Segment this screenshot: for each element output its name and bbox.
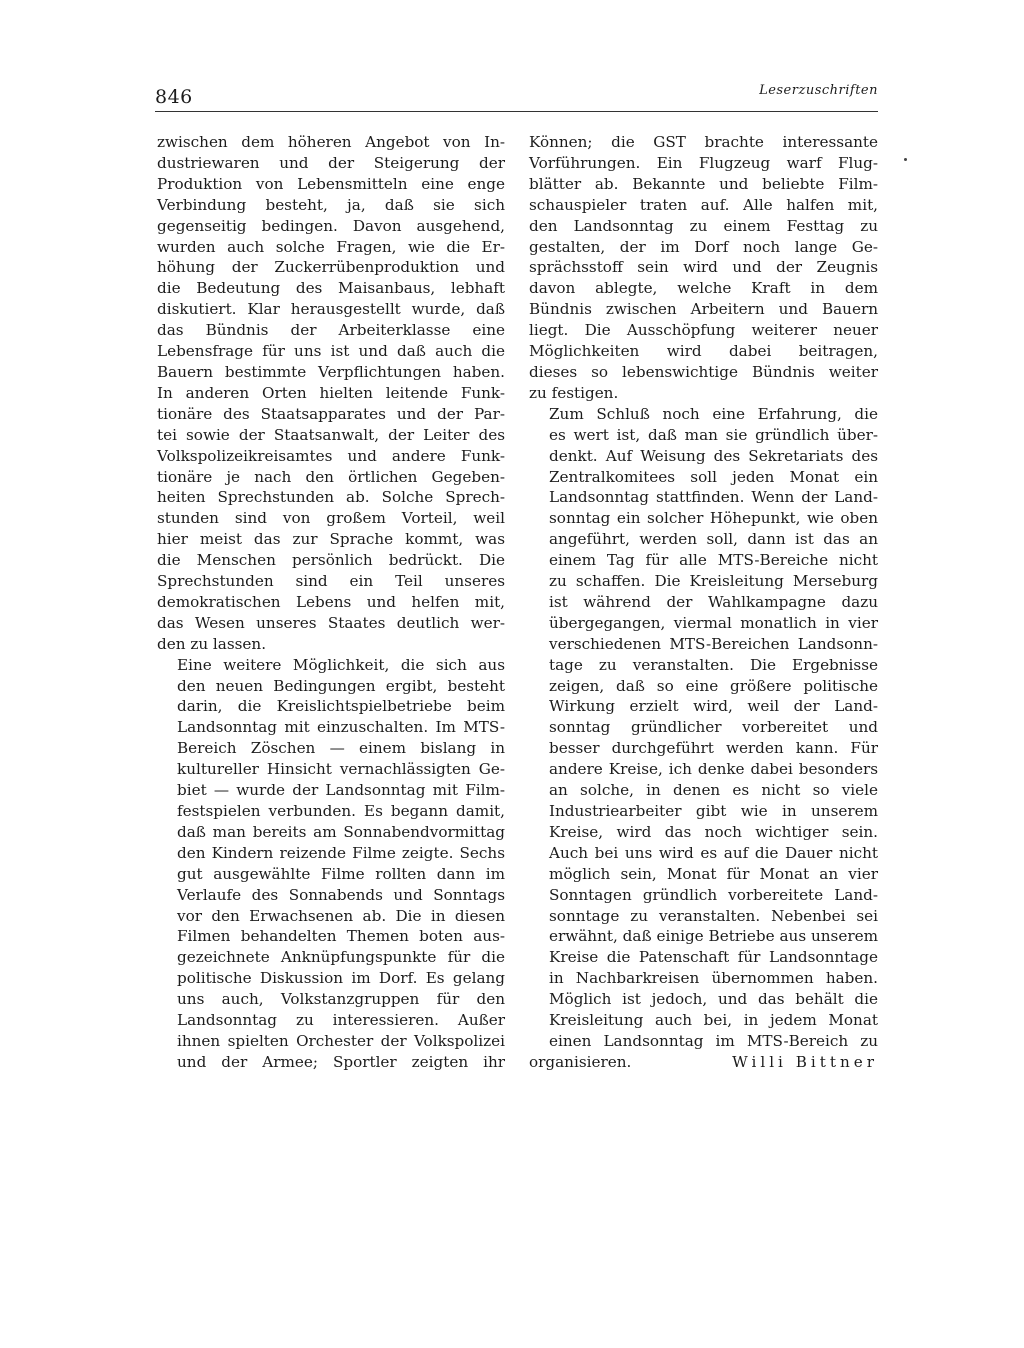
- text-line: Kreise, wird das noch wichtiger sein.: [549, 822, 878, 841]
- text-line: Verlaufe des Sonnabends und Sonntags: [177, 885, 505, 904]
- text-line: gezeichnete Anknüpfungspunkte für die: [177, 948, 505, 967]
- text-line: biet — wurde der Landsonntag mit Film-: [177, 781, 505, 800]
- text-line: demokratischen Lebens und helfen mit,: [157, 592, 505, 611]
- text-line: daß man bereits am Sonnabendvormittag: [177, 822, 505, 841]
- text-line: Vorführungen. Ein Flugzeug warf Flug-: [529, 153, 878, 172]
- text-line: Möglichkeiten wird dabei beitragen,: [529, 342, 878, 361]
- paragraph: [157, 655, 505, 1073]
- text-line: zeigen, daß so eine größere politische: [549, 676, 878, 695]
- text-line: einen Landsonntag im MTS-Bereich zu: [549, 1031, 878, 1050]
- text-line: heiten Sprechstunden ab. Solche Sprech-: [157, 488, 505, 507]
- text-line: Bereich Zöschen — einem bislang in: [177, 739, 505, 758]
- text-line: und der Armee; Sportler zeigten ihr: [177, 1052, 505, 1071]
- text-line: in Nachbarkreisen übernommen haben.: [549, 969, 878, 988]
- text-line: Produktion von Lebensmitteln eine enge: [157, 174, 505, 193]
- text-line: dustriewaren und der Steigerung der: [157, 153, 505, 172]
- text-line: politische Diskussion im Dorf. Es gelang: [177, 969, 505, 988]
- text-line: schauspieler traten auf. Alle halfen mit,: [529, 195, 878, 214]
- text-line: höhung der Zuckerrübenproduktion und: [157, 258, 505, 277]
- text-line: gegenseitig bedingen. Davon ausgehend,: [157, 216, 505, 235]
- text-line: blätter ab. Bekannte und beliebte Film-: [529, 174, 878, 193]
- text-line: Industriearbeiter gibt wie in unserem: [549, 802, 878, 820]
- text-line: festspielen verbunden. Es begann damit,: [177, 802, 505, 820]
- text-line: den Kindern reizende Filme zeigte. Sechs: [177, 843, 505, 862]
- text-line: den Landsonntag zu einem Festtag zu: [529, 216, 878, 235]
- text-line: angeführt, werden soll, dann ist das an: [549, 530, 878, 549]
- text-line: uns auch, Volkstanzgruppen für den: [177, 990, 505, 1009]
- text-line: zu schaffen. Die Kreisleitung Merseburg: [549, 572, 878, 591]
- text-line: tei sowie der Staatsanwalt, der Leiter des: [157, 425, 505, 444]
- text-line: kultureller Hinsicht vernachlässigten Ge-: [177, 760, 505, 779]
- header-rule: [155, 111, 878, 112]
- text-line: einem Tag für alle MTS-Bereiche nicht: [549, 551, 878, 570]
- text-line: davon ablegte, welche Kraft in dem: [529, 279, 878, 298]
- text-line: verschiedenen MTS-Bereichen Landsonn-: [549, 634, 878, 653]
- text-line: Lebensfrage für uns ist und daß auch die: [157, 342, 505, 361]
- paragraph: [529, 132, 878, 404]
- closing-text: organisieren.: [529, 1052, 632, 1071]
- text-line: Kreisleitung auch bei, in jedem Monat: [549, 1011, 878, 1030]
- text-line: die Menschen persönlich bedrückt. Die: [157, 551, 505, 570]
- text-line: den zu lassen.: [157, 634, 267, 653]
- text-line: das Wesen unseres Staates deutlich wer-: [157, 613, 505, 632]
- text-line: tionäre je nach den örtlichen Gegeben-: [157, 467, 505, 486]
- text-line: Bauern bestimmte Verpflichtungen haben.: [157, 362, 505, 381]
- text-line: es wert ist, daß man sie gründlich über-: [549, 425, 878, 444]
- text-line: denkt. Auf Weisung des Sekretariats des: [549, 446, 878, 465]
- text-line: Bündnis zwischen Arbeitern und Bauern: [529, 300, 878, 319]
- closing-line: [529, 1052, 878, 1073]
- text-line: Können; die GST brachte interessante: [529, 133, 878, 151]
- text-line: sonntage zu veranstalten. Nebenbei sei: [549, 906, 878, 925]
- text-line: Landsonntag mit einzuschalten. Im MTS-: [177, 718, 505, 737]
- text-line: tage zu veranstalten. Die Ergebnisse: [549, 655, 878, 674]
- text-line: Möglich ist jedoch, und das behält die: [549, 990, 878, 1009]
- author-signature: Willi Bittner: [732, 1052, 878, 1071]
- text-line: Wirkung erzielt wird, weil der Land-: [549, 697, 878, 716]
- text-line: dieses so lebenswichtige Bündnis weiter: [529, 362, 878, 381]
- text-line: Auch bei uns wird es auf die Dauer nicht: [549, 843, 878, 862]
- text-line: Sprechstunden sind ein Teil unseres: [157, 572, 505, 591]
- text-line: erwähnt, daß einige Betriebe aus unserem: [549, 927, 878, 946]
- text-line: das Bündnis der Arbeiterklasse eine: [157, 321, 505, 340]
- text-line: ihnen spielten Orchester der Volkspolizei: [177, 1031, 505, 1050]
- text-line: Eine weitere Möglichkeit, die sich aus: [177, 655, 505, 674]
- margin-mark: [904, 158, 907, 161]
- text-line: Landsonntag zu interessieren. Außer: [177, 1011, 505, 1030]
- text-line: gestalten, der im Dorf noch lange Ge-: [529, 237, 878, 256]
- text-line: stunden sind von großem Vorteil, weil: [157, 509, 505, 528]
- text-line: Verbindung besteht, ja, daß sie sich: [157, 195, 505, 214]
- page-number: 846: [155, 86, 193, 108]
- text-line: diskutiert. Klar herausgestellt wurde, daß: [157, 300, 505, 319]
- text-line: sprächsstoff sein wird und der Zeugnis: [529, 258, 878, 277]
- text-line: Sonntagen gründlich vorbereitete Land-: [549, 885, 878, 904]
- text-line: Volkspolizeikreisamtes und andere Funk-: [157, 446, 505, 465]
- text-line: darin, die Kreislichtspielbetriebe beim: [177, 697, 505, 716]
- left-column: [157, 132, 505, 1073]
- text-line: übergegangen, viermal monatlich in vier: [549, 613, 878, 632]
- running-head: Leserzuschriften: [759, 83, 878, 98]
- text-line: zwischen dem höheren Angebot von In-: [157, 133, 505, 151]
- text-line: wurden auch solche Fragen, wie die Er-: [157, 237, 505, 256]
- text-line: Zentralkomitees soll jeden Monat ein: [549, 467, 878, 486]
- text-line: Kreise die Patenschaft für Landsonntage: [549, 948, 878, 967]
- text-line: In anderen Orten hielten leitende Funk-: [157, 383, 505, 402]
- text-line: tionäre des Staatsapparates und der Par-: [157, 404, 505, 423]
- text-line: liegt. Die Ausschöpfung weiterer neuer: [529, 321, 878, 340]
- text-line: Landsonntag stattfinden. Wenn der Land-: [549, 488, 878, 507]
- paragraph: [157, 132, 505, 655]
- text-line: sonntag gründlicher vorbereitet und: [549, 718, 878, 737]
- text-line: an solche, in denen es nicht so viele: [549, 781, 878, 800]
- text-line: andere Kreise, ich denke dabei besonders: [549, 760, 878, 779]
- paragraph: [529, 404, 878, 1052]
- text-line: möglich sein, Monat für Monat an vier: [549, 864, 878, 883]
- text-line: besser durchgeführt werden kann. Für: [549, 739, 878, 758]
- text-line: sonntag ein solcher Höhepunkt, wie oben: [549, 509, 878, 528]
- text-line: vor den Erwachsenen ab. Die in diesen: [177, 906, 505, 925]
- text-line: gut ausgewählte Filme rollten dann im: [177, 864, 505, 883]
- text-line: zu festigen.: [529, 383, 619, 402]
- text-line: Filmen behandelten Themen boten aus-: [177, 927, 505, 946]
- text-line: Zum Schluß noch eine Erfahrung, die: [549, 404, 878, 423]
- text-line: den neuen Bedingungen ergibt, besteht: [177, 676, 505, 695]
- text-line: ist während der Wahlkampagne dazu: [549, 592, 878, 611]
- right-column: [529, 132, 878, 1073]
- text-line: hier meist das zur Sprache kommt, was: [157, 530, 505, 549]
- text-line: die Bedeutung des Maisanbaus, lebhaft: [157, 279, 505, 298]
